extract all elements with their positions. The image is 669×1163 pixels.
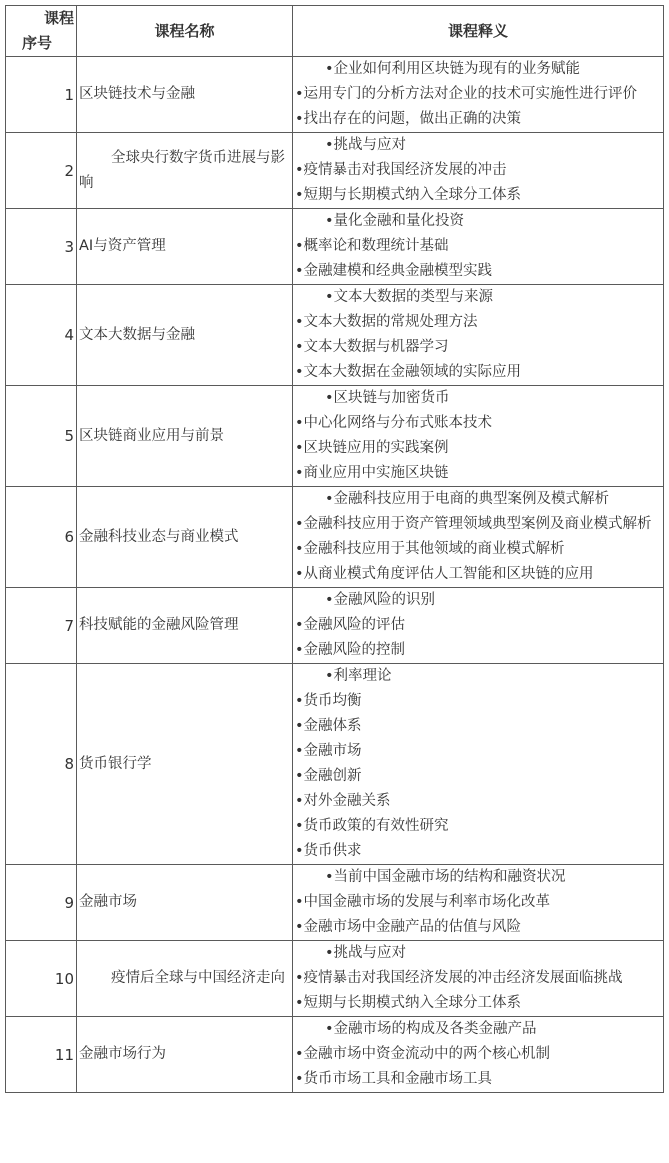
table-row	[6, 133, 664, 209]
description-bullet: •货币政策的有效性研究	[295, 818, 449, 834]
course-name: 全球央行数字货币进展与影响	[77, 133, 293, 209]
course-description	[293, 57, 664, 133]
description-bullet: •从商业模式角度评估人工智能和区块链的应用	[295, 566, 594, 582]
description-bullet: •找出存在的问题，做出正确的决策	[295, 111, 522, 127]
table-row	[6, 386, 664, 487]
table-row	[6, 588, 664, 664]
table-row	[6, 941, 664, 1017]
course-description	[293, 588, 664, 664]
description-bullet: •挑战与应对	[325, 945, 407, 961]
course-name: 金融市场行为	[77, 1017, 293, 1093]
course-table	[5, 5, 664, 1093]
table-row	[6, 209, 664, 285]
course-table-body	[6, 57, 664, 1093]
course-name: 文本大数据与金融	[77, 285, 293, 386]
description-bullet: •金融市场中资金流动中的两个核心机制	[295, 1046, 551, 1062]
description-bullet: •金融建模和经典金融模型实践	[295, 263, 493, 279]
description-bullet: •金融市场中金融产品的估值与风险	[295, 919, 522, 935]
description-bullet: •货币市场工具和金融市场工具	[295, 1071, 493, 1087]
course-description	[293, 133, 664, 209]
header-course-number	[6, 6, 77, 57]
description-bullet: •金融市场	[295, 743, 362, 759]
header-course-name: 课程名称	[77, 6, 293, 57]
course-description	[293, 1017, 664, 1093]
course-name: 金融市场	[77, 865, 293, 941]
course-number: 1	[6, 57, 77, 133]
course-description	[293, 285, 664, 386]
course-name: 科技赋能的金融风险管理	[77, 588, 293, 664]
course-name: 疫情后全球与中国经济走向	[77, 941, 293, 1017]
course-number: 7	[6, 588, 77, 664]
table-row	[6, 1017, 664, 1093]
description-bullet: •货币供求	[295, 843, 362, 859]
course-number: 11	[6, 1017, 77, 1093]
table-row	[6, 487, 664, 588]
description-bullet: •文本大数据的常规处理方法	[295, 314, 478, 330]
description-bullet: •金融风险的控制	[295, 642, 406, 658]
description-bullet: •短期与长期模式纳入全球分工体系	[295, 995, 522, 1011]
description-bullet: •货币均衡	[295, 693, 362, 709]
description-bullet: •商业应用中实施区块链	[295, 465, 449, 481]
description-bullet: •金融科技应用于资产管理领域典型案例及商业模式解析	[295, 516, 652, 532]
description-bullet: •疫情暴击对我国经济发展的冲击	[295, 162, 507, 178]
description-bullet: •概率论和数理统计基础	[295, 238, 449, 254]
table-row	[6, 57, 664, 133]
course-name: AI与资产管理	[77, 209, 293, 285]
header-course-description: 课程释义	[293, 6, 664, 57]
course-number: 6	[6, 487, 77, 588]
course-description	[293, 386, 664, 487]
description-bullet: •运用专门的分析方法对企业的技术可实施性进行评价	[295, 86, 638, 102]
course-name: 金融科技业态与商业模式	[77, 487, 293, 588]
description-bullet: •文本大数据的类型与来源	[325, 289, 494, 305]
table-row	[6, 865, 664, 941]
description-bullet: •金融风险的评估	[295, 617, 406, 633]
course-number: 10	[6, 941, 77, 1017]
header-number-line1: 课程	[43, 9, 74, 27]
header-number-line2: 序号	[22, 34, 53, 52]
description-bullet: •文本大数据与机器学习	[295, 339, 449, 355]
description-bullet: •金融科技应用于电商的典型案例及模式解析	[325, 491, 610, 507]
course-description	[293, 664, 664, 865]
description-bullet: •挑战与应对	[325, 137, 407, 153]
description-bullet: •区块链应用的实践案例	[295, 440, 449, 456]
description-bullet: •中心化网络与分布式账本技术	[295, 415, 493, 431]
description-bullet: •中国金融市场的发展与利率市场化改革	[295, 894, 551, 910]
course-description	[293, 209, 664, 285]
description-bullet: •利率理论	[325, 668, 392, 684]
course-number: 2	[6, 133, 77, 209]
course-number: 3	[6, 209, 77, 285]
description-bullet: •疫情暴击对我国经济发展的冲击经济发展面临挑战	[295, 970, 623, 986]
description-bullet: •当前中国金融市场的结构和融资状况	[325, 869, 566, 885]
description-bullet: •金融创新	[295, 768, 362, 784]
course-description	[293, 865, 664, 941]
course-number: 9	[6, 865, 77, 941]
course-number: 5	[6, 386, 77, 487]
description-bullet: •量化金融和量化投资	[325, 213, 465, 229]
course-description	[293, 487, 664, 588]
description-bullet: •金融市场的构成及各类金融产品	[325, 1021, 537, 1037]
description-bullet: •金融风险的识别	[325, 592, 436, 608]
description-bullet: •文本大数据在金融领域的实际应用	[295, 364, 522, 380]
header-row	[6, 6, 664, 57]
description-bullet: •金融体系	[295, 718, 362, 734]
description-bullet: •短期与长期模式纳入全球分工体系	[295, 187, 522, 203]
description-bullet: •对外金融关系	[295, 793, 391, 809]
course-name: 货币银行学	[77, 664, 293, 865]
course-name: 区块链技术与金融	[77, 57, 293, 133]
description-bullet: •企业如何利用区块链为现有的业务赋能	[325, 61, 581, 77]
table-row	[6, 664, 664, 865]
table-row	[6, 285, 664, 386]
course-name: 区块链商业应用与前景	[77, 386, 293, 487]
course-number: 4	[6, 285, 77, 386]
course-description	[293, 941, 664, 1017]
description-bullet: •金融科技应用于其他领域的商业模式解析	[295, 541, 565, 557]
description-bullet: •区块链与加密货币	[325, 390, 450, 406]
course-number: 8	[6, 664, 77, 865]
